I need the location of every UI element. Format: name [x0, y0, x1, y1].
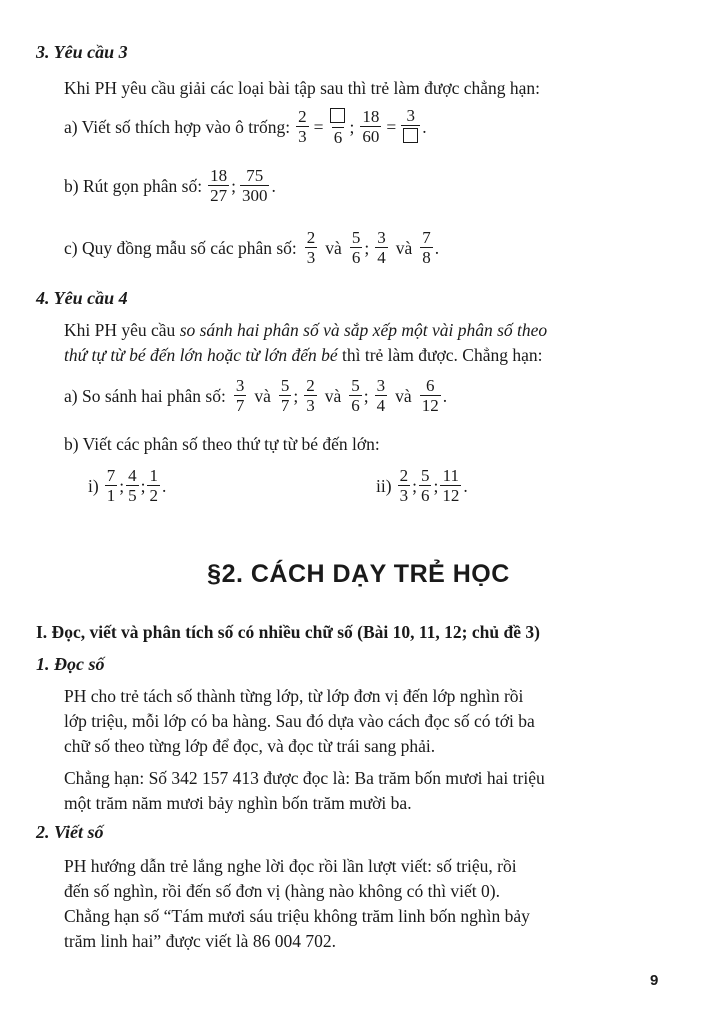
fraction: $\frac{3}{4}$	[377, 228, 386, 267]
req4-item-b-label: b) Viết các phân số theo thứ tự từ bé đến lớn:	[64, 434, 380, 454]
paragraph-line: PH cho trẻ tách số thành từng lớp, từ lớp đơn vị đến lớp nghìn rồi	[64, 686, 524, 706]
fraction: $\frac{2}{3}$	[306, 376, 315, 415]
fraction: $\frac{3}{7}$	[235, 376, 245, 415]
paragraph-line: PH hướng dẫn trẻ lắng nghe lời đọc rồi lần lượt viết: số triệu, rồi	[64, 856, 517, 876]
req3-item-a: a) Viết số thích hợp vào ô trống: $\frac{2}{3}$ = 6 ; $\frac{18}{60}$ = 3 .	[64, 106, 427, 147]
req4-item-b-i: i) $\frac{7}{1}$ ; $\frac{4}{5}$ ; $\frac{1}{2}$ .	[88, 466, 167, 505]
paragraph-line: Chẳng hạn số “Tám mươi sáu triệu không trăm linh bốn nghìn bảy	[64, 906, 530, 926]
fraction: $\frac{5}{6}$	[420, 466, 430, 505]
fraction: $\frac{5}{6}$	[351, 376, 360, 415]
req3-item-c: c) Quy đồng mẫu số các phân số: $\frac{2}{3}$ và $\frac{5}{6}$ ; $\frac{3}{4}$ và $\frac{7}{8}$ .	[64, 228, 440, 267]
req4-item-a: a) So sánh hai phân số: $\frac{3}{7}$ và $\frac{5}{7}$ ; $\frac{2}{3}$ và $\frac{5}{6}$ ; $\frac{3}{4}$ và $\frac{6}{12}$ .	[64, 376, 448, 415]
blank-box	[330, 108, 345, 123]
requirement-4-heading: 4. Yêu cầu 4	[36, 288, 128, 308]
part-1-heading: I. Đọc, viết và phân tích số có nhiều chữ số (Bài 10, 11, 12; chủ đề 3)	[36, 622, 540, 642]
paragraph-line: lớp triệu, mỗi lớp có ba hàng. Sau đó dựa vào cách đọc số có tới ba	[64, 711, 535, 731]
fraction-blank-denominator: 3	[401, 106, 420, 147]
fraction: $\frac{4}{5}$	[128, 466, 137, 505]
subheading-write-numbers: 2. Viết số	[36, 822, 104, 842]
paragraph-line: đến số nghìn, rồi đến số đơn vị (hàng nào không có thì viết 0).	[64, 881, 500, 901]
paragraph-line: trăm linh hai” được viết là 86 004 702.	[64, 931, 336, 951]
fraction: $\frac{6}{12}$	[421, 376, 439, 415]
blank-box	[403, 128, 418, 143]
req3-item-b: b) Rút gọn phân số: $\frac{18}{27}$ ; $\frac{75}{300}$ .	[64, 166, 276, 205]
paragraph-line: chữ số theo từng lớp để đọc, và đọc từ trái sang phải.	[64, 736, 436, 756]
requirement-4-line-1: Khi PH yêu cầu so sánh hai phân số và sắp xếp một vài phân số theo	[64, 320, 548, 340]
page-number: 9	[650, 972, 659, 989]
paragraph-line: một trăm năm mươi bảy nghìn bốn trăm mười ba.	[64, 793, 412, 813]
paragraph-line: Chẳng hạn: Số 342 157 413 được đọc là: Ba trăm bốn mươi hai triệu	[64, 768, 545, 788]
requirement-4-line-2: thứ tự từ bé đến lớn hoặc từ lớn đến bé thì trẻ làm được. Chẳng hạn:	[64, 345, 543, 365]
fraction: $\frac{5}{7}$	[280, 376, 290, 415]
fraction: $\frac{3}{4}$	[376, 376, 386, 415]
req4-item-b-ii: ii) $\frac{2}{3}$ ; $\frac{5}{6}$ ; $\frac{11}{12}$ .	[376, 466, 468, 505]
fraction: $\frac{11}{12}$	[442, 466, 460, 505]
fraction: $\frac{2}{3}$	[399, 466, 409, 505]
subheading-read-numbers: 1. Đọc số	[36, 654, 105, 674]
fraction: $\frac{5}{6}$	[351, 228, 361, 267]
fraction: $\frac{75}{300}$	[241, 166, 268, 205]
fraction-blank-numerator: 6	[328, 106, 347, 147]
req3-a-label: a) Viết số thích hợp vào ô trống:	[64, 116, 291, 137]
requirement-3-intro: Khi PH yêu cầu giải các loại bài tập sau thì trẻ làm được chẳng hạn:	[64, 78, 541, 98]
fraction: $\frac{18}{27}$	[210, 166, 228, 205]
fraction: $\frac{7}{8}$	[422, 228, 431, 267]
section-title: §2. CÁCH DẠY TRẺ HỌC	[207, 560, 510, 588]
fraction: $\frac{2}{3}$	[298, 107, 307, 146]
fraction: $\frac{7}{1}$	[106, 466, 116, 505]
fraction: $\frac{18}{60}$	[362, 107, 380, 146]
requirement-3-heading: 3. Yêu cầu 3	[36, 42, 128, 62]
fraction: $\frac{1}{2}$	[149, 466, 158, 505]
fraction: $\frac{2}{3}$	[306, 228, 316, 267]
